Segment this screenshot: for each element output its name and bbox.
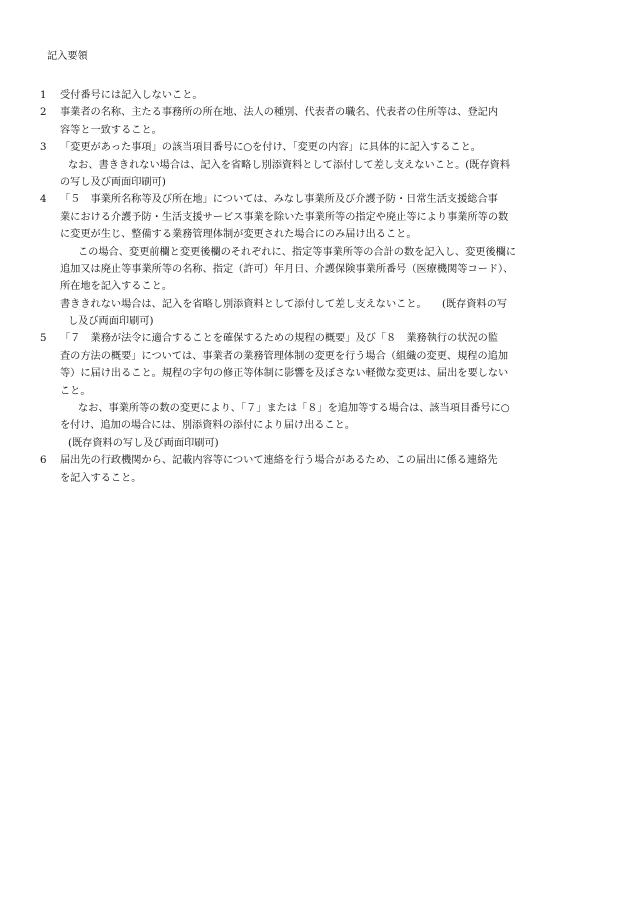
item-note-continued: 所在地を記入すること。 xyxy=(60,281,173,293)
item-note: この場合、変更前欄と変更後欄のそれぞれに、指定等事業所等の合計の数を記入し、変更後欄に xyxy=(78,246,517,258)
item-number: 5 xyxy=(40,333,47,345)
item-note-continued: 追加又は廃止等事業所等の名称、指定（許可）年月日、介護保険事業所番号（医療機関等コード）、 xyxy=(60,263,514,275)
item-number: 4 xyxy=(40,194,47,206)
item-note: なお、書ききれない場合は、記入を省略し別添資料として添付して差し支えないこと。(既存資料 xyxy=(68,159,511,171)
instruction-item-4 xyxy=(38,191,586,330)
item-text: 「変更があった事項」の該当項目番号に○を付け、「変更の内容」に具体的に記入すること。 xyxy=(60,142,481,154)
item-note: 書ききれない場合は、記入を省略し別添資料として添付して差し支えないこと。 (既存資料の写 xyxy=(60,298,508,310)
item-number: 6 xyxy=(40,455,47,467)
instruction-item-3 xyxy=(38,139,586,191)
item-note-continued: を付け、追加の場合には、別添資料の添付により届け出ること。 xyxy=(60,420,356,432)
item-note: なお、事業所等の数の変更により、「７」または「８」を追加等する場合は、該当項目番号に○ xyxy=(78,403,510,415)
item-text-continued: 容等と一致すること。 xyxy=(60,124,162,136)
item-note-continued: (既存資料の写し及び両面印刷可) xyxy=(68,437,219,449)
item-text-continued: 業における介護予防・生活支援サービス事業を除いた事業所等の指定や廃止等により事業所等の数 xyxy=(60,211,509,223)
item-text-continued: 査の方法の概要」については、事業者の業務管理体制の変更を行う場合（組織の変更、規程の追加 xyxy=(60,350,509,362)
instruction-list xyxy=(38,87,586,487)
item-text-continued: 等）に届け出ること。規程の字句の修正等体制に影響を及ぼさない軽微な変更は、届出を要しない xyxy=(60,368,509,380)
item-text: 事業者の名称、主たる事務所の所在地、法人の種別、代表者の職名、代表者の住所等は、登記内 xyxy=(60,107,499,119)
item-note-continued: し及び両面印刷可) xyxy=(68,316,154,328)
item-text-continued: を記入すること。 xyxy=(60,472,142,484)
item-text-continued: に変更が生じ、整備する業務管理体制が変更された場合にのみ届け出ること。 xyxy=(60,229,417,241)
item-number: 1 xyxy=(40,90,47,101)
instruction-item-2 xyxy=(38,104,586,139)
instruction-item-5 xyxy=(38,330,586,452)
instruction-item-6 xyxy=(38,452,586,487)
item-text: 「５ 事業所名称等及び所在地」については、みなし事業所及び介護予防・日常生活支援総合事 xyxy=(60,194,498,206)
instruction-item-1 xyxy=(38,87,586,104)
page-heading: 記入要領 xyxy=(47,51,88,62)
item-text: 「７ 業務が法令に適合することを確保するための規程の概要」及び「８ 業務執行の状況の監 xyxy=(60,333,499,345)
item-text: 受付番号には記入しないこと。 xyxy=(60,90,203,101)
item-text: 届出先の行政機関から、記載内容等について連絡を行う場合があるため、この届出に係る連絡先 xyxy=(60,455,498,467)
item-note-continued: の写し及び両面印刷可) xyxy=(60,176,166,188)
item-number: 3 xyxy=(40,142,47,154)
item-number: 2 xyxy=(40,107,47,119)
item-text-continued: こと。 xyxy=(60,385,91,397)
